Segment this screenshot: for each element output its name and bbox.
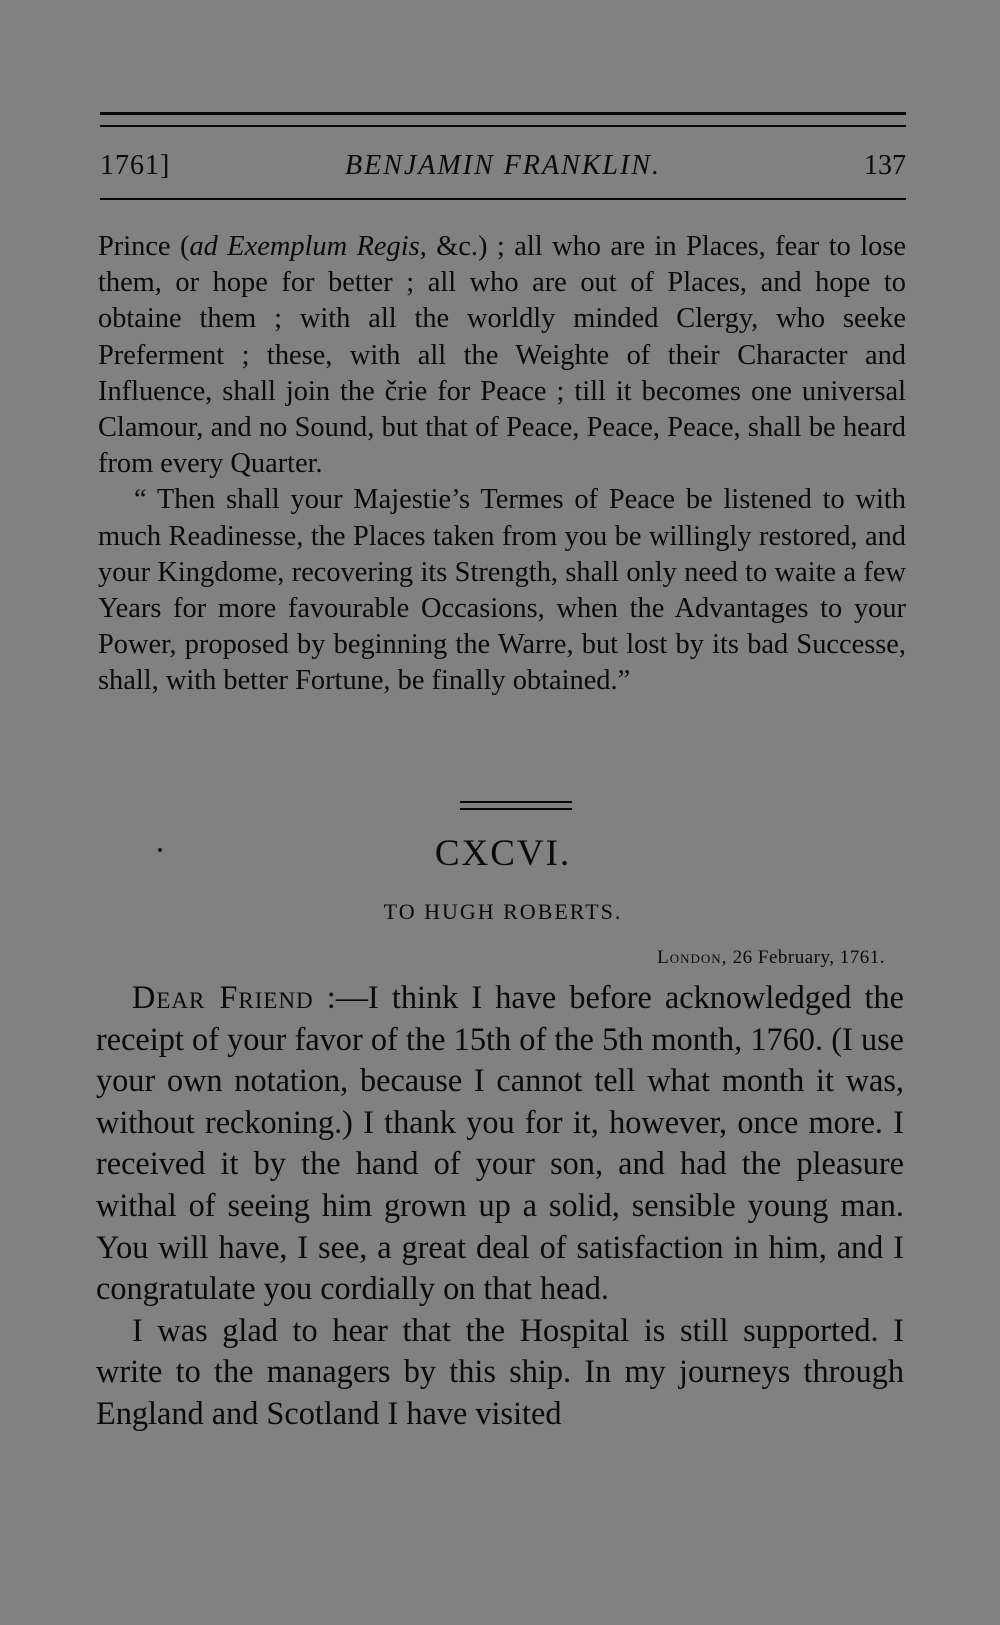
page-number: 137	[864, 150, 906, 181]
letter-number: CXCVI.	[434, 833, 572, 874]
letter-body	[96, 977, 904, 1435]
letter-recipient: TO HUGH ROBERTS.	[383, 899, 623, 924]
letter-paragraph-2: I was glad to hear that the Hospital is still supported. I write to the managers by this ship. In my journeys through England and Scotland I have visited	[96, 1311, 904, 1431]
salutation: Dear Friend	[132, 979, 314, 1015]
quote-paragraph-2: “ Then shall your Majestie’s Termes of Peace be listened to with much Readinesse, the Places taken from you be willingly restored, and your Kingdome, recovering its Strength, shall only need to waite a few Years for more favourable Occasions, when the Advantages to your Power, proposed by beginning the Warre, but lost by its bad Successe, shall, with better Fortune, be finally obtained.”	[98, 484, 906, 697]
quote-paragraph-1: Prince (ad Exemplum Regis, &c.) ; all who are in Places, fear to lose them, or hope for better ; all who are out of Places, and hope to obtaine them ; with all the worldly minded Clergy, who seeke Preferment ; these, with all the Weighte of their Character and Influence, shall join the črie for Peace ; till it becomes one universal Clamour, and no Sound, but that of Peace, Peace, Peace, shall be heard from every Quarter.	[98, 231, 906, 480]
top-rule-thin	[100, 125, 906, 127]
letter-paragraph-1: Dear Friend :—I think I have before acknowledged the receipt of your favor of the 15th of the 5th month, 1760. (I use your own notation, because I cannot tell what month it was, without reckoning.) I thank you for it, however, once more. I received it by the hand of your son, and had the pleasure withal of seeing him grown up a solid, sensible young man. You will have, I see, a great deal of satisfaction in him, and I congratulate you cordially on that head.	[96, 979, 904, 1307]
quoted-passage	[98, 229, 906, 700]
section-divider-lower	[460, 808, 572, 810]
letter-place: London,	[657, 947, 728, 968]
header-bottom-rule	[100, 198, 906, 200]
letter-dateline	[657, 947, 885, 969]
running-head	[100, 150, 906, 186]
top-rule	[100, 112, 906, 115]
running-head-title: BENJAMIN FRANKLIN.	[345, 150, 661, 181]
italic-phrase: ad Exemplum Regis,	[189, 231, 427, 262]
letter-date: 26 February, 1761.	[727, 947, 885, 968]
running-head-year: 1761]	[100, 150, 171, 181]
section-divider	[460, 801, 572, 803]
